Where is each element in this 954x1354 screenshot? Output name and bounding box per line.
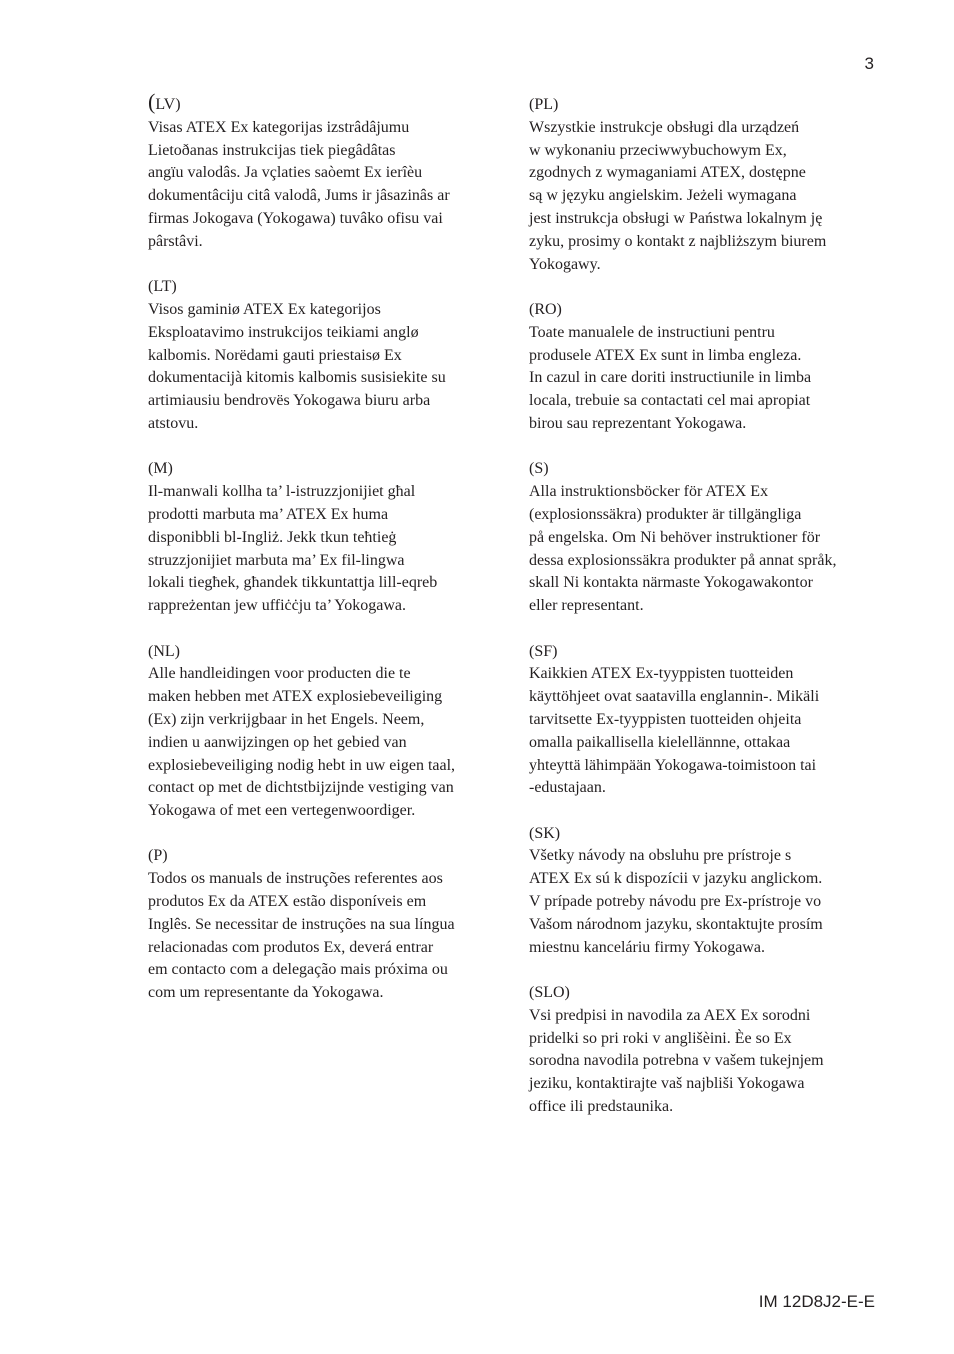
section-text-line: dokumentacijà kitomis kalbomis susisiekite su	[148, 369, 446, 387]
section-text-line: produtos Ex da ATEX estão disponíveis em	[148, 893, 427, 911]
section-text-line: Visas ATEX Ex kategorijas izstrâdâjumu	[148, 118, 410, 136]
section-text-line: angïu valodâs. Ja vçlaties saòemt Ex ierîèu	[148, 164, 423, 182]
section-code: (LT)	[148, 278, 177, 296]
section-text-line: på engelska. Om Ni behöver instruktioner för	[529, 528, 821, 546]
left-column	[148, 89, 508, 1028]
section-code: (SK)	[529, 824, 561, 842]
section-text-line: pârstâvi.	[148, 232, 203, 250]
section-text-line: Toate manualele de instructiuni pentru	[529, 323, 775, 341]
section-text-line: zyku, prosimy o kontakt z najbliższym biurem	[529, 232, 827, 250]
document-id: IM 12D8J2-E-E	[758, 1292, 875, 1311]
section-text-line: lokali tiegħek, għandek tikkuntattja lill-eqreb	[148, 574, 438, 592]
section-code: (M)	[148, 460, 173, 478]
section-ro	[529, 299, 889, 436]
section-text-line: Lietoðanas instrukcijas tiek piegâdâtas	[148, 141, 396, 159]
section-text-line: zgodnych z wymaganiami ATEX, dostępne	[529, 164, 806, 182]
section-text-line: Yokogawy.	[529, 255, 601, 273]
section-text-line: em contacto com a delegação mais próxima ou	[148, 961, 448, 979]
section-text-line: Vsi predpisi in navodila za AEX Ex sorodni	[529, 1006, 811, 1024]
section-text-line: maken hebben met ATEX explosiebeveiliging	[148, 688, 443, 706]
section-code: (SF)	[529, 642, 558, 660]
section-text-line: yhteyttä lähimpään Yokogawa-toimistoon tai	[529, 756, 817, 774]
section-p	[148, 845, 508, 1005]
section-text-line: miestnu kanceláriu firmy Yokogawa.	[529, 938, 765, 956]
section-text-line: rappreżentan jew uffiċċju ta’ Yokogawa.	[148, 597, 406, 615]
large-open-paren: (	[148, 89, 156, 114]
right-column	[529, 94, 889, 1141]
section-text-line: artimiausiu bendrovës Yokogawa biuru arba	[148, 392, 431, 410]
section-text-line: Eksploatavimo instrukcijos teikiami anglø	[148, 323, 419, 341]
section-text-line: Inglês. Se necessitar de instruções na sua língua	[148, 915, 455, 933]
section-text-line: Alla instruktionsböcker för ATEX Ex	[529, 483, 769, 501]
section-text-line: contact op met de dichtstbijzijnde vestiging van	[148, 779, 454, 797]
section-text-line: kalbomis. Norëdami gauti priestaisø Ex	[148, 346, 402, 364]
section-code	[148, 89, 508, 117]
section-text-line: jest instrukcja obsługi w Państwa lokalnym ję	[529, 209, 823, 227]
section-text-line: firmas Jokogava (Yokogawa) tuvâko ofisu vai	[148, 209, 443, 227]
section-text-line: Wszystkie instrukcje obsługi dla urządzeń	[529, 118, 800, 136]
section-text-line: Todos os manuals de instruções referentes aos	[148, 870, 443, 888]
section-text-line: explosiebeveiliging nodig hebt in uw eigen taal,	[148, 756, 456, 774]
section-text-line: Všetky návody na obsluhu pre prístroje s	[529, 847, 792, 865]
section-text-line: struzzjonijiet marbuta ma’ Ex fil-lingwa	[148, 551, 405, 569]
section-text-line: skall Ni kontakta närmaste Yokogawakontor	[529, 574, 813, 592]
section-lt	[148, 276, 508, 436]
section-text-line: tarvitsette Ex-tyyppisten tuotteiden ohjeita	[529, 710, 802, 728]
section-text-line: (explosionssäkra) produkter är tillgängliga	[529, 505, 802, 523]
section-text-line: Vašom národnom jazyku, skontaktujte prosím	[529, 915, 823, 933]
section-text-line: prodotti marbuta ma’ ATEX Ex huma	[148, 505, 389, 523]
section-text-line: jeziku, kontaktirajte vaš najbliši Yokogawa	[529, 1075, 805, 1093]
section-code: (SLO)	[529, 984, 570, 1002]
section-text-line: relacionadas com produtos Ex, deverá entrar	[148, 938, 434, 956]
section-text-line: produsele ATEX Ex sunt in limba engleza.	[529, 346, 802, 364]
section-code: (RO)	[529, 300, 562, 318]
section-code: (S)	[529, 460, 549, 478]
section-text-line: V prípade potreby návodu pre Ex-prístroje vo	[529, 893, 822, 911]
section-text-line: birou sau reprezentant Yokogawa.	[529, 414, 747, 432]
section-text-line: -edustajaan.	[529, 779, 606, 797]
section-text-line: dessa explosionssäkra produkter på annat språk,	[529, 551, 837, 569]
section-text-line: eller representant.	[529, 597, 644, 615]
section-text-line: disponibbli bl-Ingliż. Jekk tkun teħtieġ	[148, 528, 397, 546]
section-text-line: Kaikkien ATEX Ex-tyyppisten tuotteiden	[529, 665, 794, 683]
section-text-line: są w języku angielskim. Jeżeli wymagana	[529, 187, 797, 205]
section-text-line: atstovu.	[148, 414, 199, 432]
section-sf	[529, 641, 889, 801]
section-s	[529, 458, 889, 618]
section-code: (PL)	[529, 96, 559, 113]
section-sk	[529, 823, 889, 960]
section-text-line: locala, trebuie sa contactati cel mai apropiat	[529, 392, 811, 410]
section-text-line: ATEX Ex sú k dispozícii v jazyku anglickom.	[529, 870, 823, 888]
section-text-line: Yokogawa of met een vertegenwoordiger.	[148, 802, 416, 820]
section-text-line: dokumentâciju citâ valodâ, Jums ir jâsazinâs ar	[148, 187, 450, 205]
page-number: 3	[864, 54, 874, 73]
section-text-line: com um representante da Yokogawa.	[148, 984, 384, 1002]
section-m	[148, 458, 508, 618]
section-text-line: indien u aanwijzingen op het gebied van	[148, 733, 407, 751]
section-text-line: pridelki so pri roki v anglišèini. Èe so Ex	[529, 1029, 792, 1047]
section-text-line: (Ex) zijn verkrijgbaar in het Engels. Neem,	[148, 710, 425, 728]
section-code-text: LV)	[155, 96, 181, 113]
section-text-line: office ili predstaunika.	[529, 1098, 674, 1116]
section-code: (NL)	[148, 642, 180, 660]
section-slo	[529, 982, 889, 1119]
section-pl	[529, 94, 889, 276]
section-text-line: Il-manwali kollha ta’ l-istruzzjonijiet għal	[148, 483, 416, 501]
section-text-line: omalla paikallisella kielellännne, ottakaa	[529, 733, 791, 751]
section-nl	[148, 641, 508, 823]
section-text-line: In cazul in care doriti instructiunile in limba	[529, 369, 812, 387]
section-text-line: w wykonaniu przeciwwybuchowym Ex,	[529, 141, 787, 159]
section-text-line: käyttöhjeet ovat saatavilla englannin-. Mikäli	[529, 688, 820, 706]
section-code: (P)	[148, 847, 168, 865]
section-text-line: Visos gaminiø ATEX Ex kategorijos	[148, 300, 381, 318]
section-text-line: sorodna navodila potrebna v vašem tukejnjem	[529, 1052, 824, 1070]
section-lv	[148, 89, 508, 254]
section-text-line: Alle handleidingen voor producten die te	[148, 665, 411, 683]
